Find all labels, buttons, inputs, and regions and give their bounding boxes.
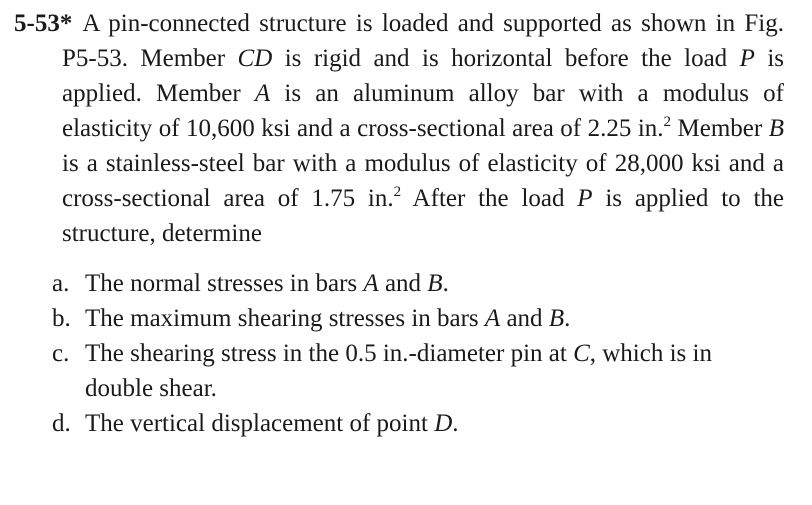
superscript: 2 <box>663 114 672 130</box>
text-run: is applied to the structure, determine <box>62 185 784 247</box>
text-run: Member <box>671 115 769 142</box>
italic-variable: B <box>548 305 565 332</box>
italic-variable: B <box>427 270 443 297</box>
italic-variable: C <box>573 340 590 367</box>
superscript: 2 <box>393 184 402 200</box>
part-text <box>85 270 449 297</box>
problem-stem-text <box>62 10 784 247</box>
problem-statement <box>14 6 784 251</box>
text-run: After the load <box>401 185 578 212</box>
part-text <box>85 305 570 332</box>
problem-number: 5-53* <box>14 10 73 37</box>
italic-variable: P <box>577 185 593 212</box>
text-run: and <box>500 305 549 332</box>
part-text <box>85 410 459 437</box>
text-run: , which is in double shear. <box>85 340 712 402</box>
italic-variable: P <box>739 45 755 72</box>
problem-part-b <box>52 301 784 336</box>
text-run: is an aluminum alloy bar with a modulus of elasticity of 10,600 ksi and a cross-sectional area of 2.25 in. <box>62 80 784 142</box>
text-run: The shearing stress in the 0.5 in.-diameter pin at <box>85 340 574 367</box>
problem-part-a <box>52 266 784 301</box>
text-run: The maximum shearing stresses in bars <box>85 305 485 332</box>
text-run: is applied. Member <box>62 45 784 107</box>
italic-variable: CD <box>237 45 273 72</box>
problem-parts-list <box>14 266 784 441</box>
text-run: . <box>564 305 571 332</box>
text-run: and <box>378 270 428 297</box>
part-letter: c. <box>52 340 70 367</box>
part-text <box>85 340 712 402</box>
text-run: A pin-connected structure is loaded and supported as shown in Fig. P5-53. Member <box>62 10 784 72</box>
text-run: . <box>442 270 449 297</box>
text-run: is a stainless-steel bar with a modulus of elasticity of 28,000 ksi and a cross-sectional area of 1.75 in. <box>62 150 784 212</box>
text-run: is rigid and is horizontal before the load <box>272 45 740 72</box>
part-letter: a. <box>52 270 70 297</box>
part-letter: d. <box>52 410 71 437</box>
italic-variable: B <box>768 115 784 142</box>
italic-variable: D <box>434 410 453 437</box>
text-run: The vertical displacement of point <box>85 410 435 437</box>
italic-variable: A <box>254 80 271 107</box>
problem-block <box>14 6 784 441</box>
problem-part-c <box>52 336 784 406</box>
italic-variable: A <box>484 305 501 332</box>
part-letter: b. <box>52 305 71 332</box>
italic-variable: A <box>363 270 379 297</box>
problem-part-d <box>52 406 784 441</box>
text-run: . <box>452 410 459 437</box>
text-run: The normal stresses in bars <box>85 270 364 297</box>
